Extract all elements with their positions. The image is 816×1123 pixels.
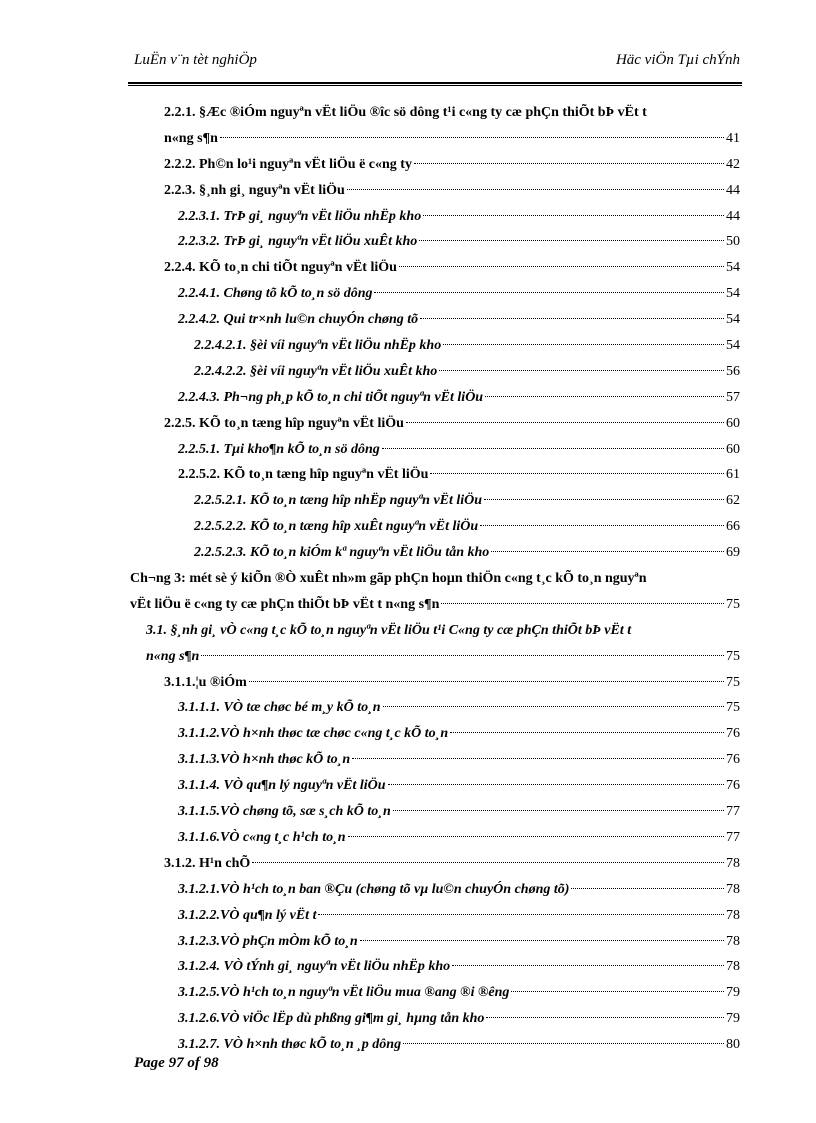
- dot-leader: [486, 1017, 724, 1018]
- toc-entry[interactable]: [130, 851, 740, 877]
- dot-leader: [414, 163, 724, 164]
- toc-entry[interactable]: [130, 670, 740, 696]
- dot-leader: [252, 862, 724, 863]
- header-institution: Häc viÖn Tµi chÝnh: [615, 52, 740, 68]
- toc-entry-title: 3.1.2.4. VÒ tÝnh gi¸ nguyªn vËt liÖu nhËp kho: [178, 959, 451, 975]
- toc-entry-title: 2.2.5.2.3. KÕ to¸n kiÓm kª nguyªn vËt liÖu tån kho: [194, 545, 490, 561]
- dot-leader: [485, 396, 724, 397]
- dot-leader: [491, 551, 724, 552]
- toc-entry[interactable]: [130, 877, 740, 903]
- toc-entry-title: 3.1.2.1.VÒ h¹ch to¸n ban ®Çu (chøng tõ vµ lu©n chuyÓn chøng tõ): [178, 881, 570, 897]
- table-of-contents: [130, 100, 740, 1058]
- toc-entry-title: 3.1.1.2.VÒ h×nh thøc tæ chøc c«ng t¸c kÕ to¸n: [178, 726, 449, 742]
- dot-leader: [430, 473, 724, 474]
- toc-entry-title: 2.2.3.1. TrÞ gi¸ nguyªn vËt liÖu nhËp kho: [178, 208, 422, 224]
- toc-entry[interactable]: [130, 799, 740, 825]
- toc-entry-title: 3.1.1.5.VÒ chøng tõ, sæ s¸ch kÕ to¸n: [178, 804, 391, 820]
- toc-page-number: 77: [726, 829, 740, 845]
- header-thesis-title: LuËn v¨n tèt nghiÖp: [134, 52, 257, 68]
- toc-page-number: 56: [726, 363, 740, 379]
- toc-entry[interactable]: [130, 721, 740, 747]
- dot-leader: [399, 266, 724, 267]
- toc-entry[interactable]: [130, 281, 740, 307]
- dot-leader: [348, 836, 724, 837]
- toc-entry[interactable]: [130, 178, 740, 204]
- toc-page-number: 54: [726, 338, 740, 354]
- toc-entry-title: 2.2.4.1. Chøng tõ kÕ to¸n sö dông: [178, 286, 373, 302]
- toc-entry-title: 2.2.5.1. Tµi kho¶n kÕ to¸n sö dông: [178, 441, 380, 457]
- toc-page-number: 78: [726, 855, 740, 871]
- toc-entry[interactable]: [130, 437, 740, 463]
- toc-entry[interactable]: [130, 773, 740, 799]
- header-rule: [128, 82, 742, 84]
- toc-page-number: 66: [726, 519, 740, 535]
- dot-leader: [423, 215, 724, 216]
- toc-entry[interactable]: [130, 1006, 740, 1032]
- toc-page-number: 54: [726, 312, 740, 328]
- toc-page-number: 60: [726, 415, 740, 431]
- toc-entry[interactable]: [130, 929, 740, 955]
- toc-entry[interactable]: [130, 1032, 740, 1058]
- toc-page-number: 60: [726, 441, 740, 457]
- toc-entry[interactable]: [130, 954, 740, 980]
- dot-leader: [318, 914, 724, 915]
- toc-entry-title: 3.1.2.3.VÒ phÇn mÒm kÕ to¸n: [178, 933, 358, 949]
- toc-page-number: 75: [726, 596, 740, 612]
- toc-page-number: 76: [726, 726, 740, 742]
- dot-leader: [443, 344, 724, 345]
- toc-entry-title: Ch¬ng 3: mét sè ý kiÕn ®Ò xuÊt nh»m gãp phÇn hoµn thiÖn c«ng t¸c kÕ to¸n nguyªn: [130, 571, 647, 587]
- dot-leader: [480, 525, 724, 526]
- dot-leader: [347, 189, 724, 190]
- dot-leader: [406, 422, 724, 423]
- toc-entry-title: 3.1.1.3.VÒ h×nh thøc kÕ to¸n: [178, 752, 351, 768]
- toc-entry[interactable]: [130, 126, 740, 152]
- toc-page-number: 42: [726, 156, 740, 172]
- toc-entry[interactable]: [130, 488, 740, 514]
- dot-leader: [201, 655, 724, 656]
- toc-entry-title: 3.1. §¸nh gi¸ vÒ c«ng t¸c kÕ to¸n nguyªn vËt liÖu t¹i C«ng ty cæ phÇn thiÕt bÞ vËt t: [146, 622, 632, 638]
- toc-entry[interactable]: [130, 385, 740, 411]
- toc-entry[interactable]: [130, 229, 740, 255]
- toc-entry-title: 2.2.5.2. KÕ to¸n tæng hîp nguyªn vËt liÖu: [178, 467, 429, 483]
- toc-entry-title: 3.1.1.1. VÒ tæ chøc bé m¸y kÕ to¸n: [178, 700, 381, 716]
- toc-entry-title: 2.2.2. Ph©n lo¹i nguyªn vËt liÖu ë c«ng ty: [164, 156, 412, 172]
- toc-entry-title: 2.2.4.2.1. §èi víi nguyªn vËt liÖu nhËp kho: [194, 338, 442, 354]
- toc-entry-title: 2.2.3.2. TrÞ gi¸ nguyªn vËt liÖu xuÊt kho: [178, 234, 418, 250]
- toc-page-number: 57: [726, 389, 740, 405]
- dot-leader: [420, 318, 724, 319]
- toc-page-number: 79: [726, 1011, 740, 1027]
- toc-page-number: 75: [726, 648, 740, 664]
- toc-page-number: 78: [726, 933, 740, 949]
- toc-entry[interactable]: [130, 100, 740, 126]
- dot-leader: [388, 784, 724, 785]
- toc-page-number: 76: [726, 752, 740, 768]
- toc-page-number: 78: [726, 881, 740, 897]
- toc-entry[interactable]: [130, 204, 740, 230]
- toc-entry-title: 2.2.5. KÕ to¸n tæng hîp nguyªn vËt liÖu: [164, 415, 404, 431]
- toc-entry-title: 2.2.4.3. Ph¬ng ph¸p kÕ to¸n chi tiÕt nguyªn vËt liÖu: [178, 389, 484, 405]
- toc-entry-title: 3.1.1.6.VÒ c«ng t¸c h¹ch to¸n: [178, 829, 346, 845]
- toc-entry-title: 2.2.3. §¸nh gi¸ nguyªn vËt liÖu: [164, 182, 345, 198]
- toc-page-number: 76: [726, 778, 740, 794]
- toc-page-number: 78: [726, 959, 740, 975]
- toc-entry-title: 3.1.2.7. VÒ h×nh thøc kÕ to¸n ¸p dông: [178, 1037, 402, 1053]
- dot-leader: [403, 1043, 724, 1044]
- toc-entry-title: 3.1.1.4. VÒ qu¶n lý nguyªn vËt liÖu: [178, 778, 386, 794]
- toc-entry-title: 2.2.5.2.2. KÕ to¸n tæng hîp xuÊt nguyªn vËt liÖu: [194, 519, 479, 535]
- dot-leader: [511, 991, 724, 992]
- toc-entry[interactable]: [130, 540, 740, 566]
- dot-leader: [360, 940, 724, 941]
- toc-entry[interactable]: [130, 644, 740, 670]
- dot-leader: [249, 681, 724, 682]
- dot-leader: [352, 758, 724, 759]
- dot-leader: [439, 370, 724, 371]
- toc-entry-title: 3.1.1.¦u ®iÓm: [164, 674, 247, 690]
- toc-entry[interactable]: [130, 903, 740, 929]
- dot-leader: [393, 810, 724, 811]
- toc-entry[interactable]: [130, 825, 740, 851]
- dot-leader: [374, 292, 724, 293]
- toc-entry[interactable]: [130, 462, 740, 488]
- dot-leader: [450, 732, 724, 733]
- toc-entry-title: n«ng s¶n: [164, 130, 218, 146]
- dot-leader: [383, 706, 724, 707]
- toc-page-number: 79: [726, 985, 740, 1001]
- toc-entry[interactable]: [130, 747, 740, 773]
- toc-page-number: 41: [726, 130, 740, 146]
- page-header: [134, 52, 740, 74]
- toc-entry-title: 3.1.2.5.VÒ h¹ch to¸n nguyªn vËt liÖu mua ®ang ®i ®êng: [178, 985, 510, 1001]
- toc-entry[interactable]: [130, 333, 740, 359]
- dot-leader: [441, 603, 724, 604]
- toc-entry-title: 3.1.2. H¹n chÕ: [164, 855, 251, 871]
- toc-entry[interactable]: [130, 359, 740, 385]
- toc-page-number: 54: [726, 260, 740, 276]
- toc-page-number: 69: [726, 545, 740, 561]
- toc-entry-title: 2.2.4.2.2. §èi víi nguyªn vËt liÖu xuÊt kho: [194, 363, 438, 379]
- toc-entry[interactable]: [130, 695, 740, 721]
- toc-entry-title: 2.2.4.2. Qui tr×nh lu©n chuyÓn chøng tõ: [178, 312, 419, 328]
- toc-entry[interactable]: [130, 514, 740, 540]
- toc-entry-title: 3.1.2.6.VÒ viÖc lËp dù phßng gi¶m gi¸ hµng tån kho: [178, 1011, 485, 1027]
- dot-leader: [452, 965, 724, 966]
- toc-page-number: 44: [726, 182, 740, 198]
- toc-entry-title: 2.2.5.2.1. KÕ to¸n tæng hîp nhËp nguyªn vËt liÖu: [194, 493, 483, 509]
- toc-entry[interactable]: [130, 255, 740, 281]
- toc-page-number: 50: [726, 234, 740, 250]
- toc-entry[interactable]: [130, 980, 740, 1006]
- dot-leader: [571, 888, 724, 889]
- toc-page-number: 77: [726, 804, 740, 820]
- dot-leader: [484, 499, 724, 500]
- toc-entry-title: vËt liÖu ë c«ng ty cæ phÇn thiÕt bÞ vËt t n«ng s¶n: [130, 596, 440, 612]
- toc-entry-title: n«ng s¶n: [146, 648, 200, 664]
- toc-entry[interactable]: [130, 618, 740, 644]
- dot-leader: [220, 137, 724, 138]
- toc-page-number: 62: [726, 493, 740, 509]
- toc-page-number: 78: [726, 907, 740, 923]
- toc-entry[interactable]: [130, 411, 740, 437]
- toc-entry-title: 2.2.1. §Æc ®iÓm nguyªn vËt liÖu ®îc sö dông t¹i c«ng ty cæ phÇn thiÕt bÞ vËt t: [164, 105, 647, 120]
- toc-page-number: 61: [726, 467, 740, 483]
- page-footer: Page 97 of 98: [134, 1055, 219, 1071]
- header-rule-thin: [128, 85, 742, 86]
- toc-page-number: 44: [726, 208, 740, 224]
- toc-entry[interactable]: [130, 152, 740, 178]
- toc-entry[interactable]: [130, 307, 740, 333]
- toc-entry-title: 2.2.4. KÕ to¸n chi tiÕt nguyªn vËt liÖu: [164, 260, 397, 276]
- toc-entry-title: 3.1.2.2.VÒ qu¶n lý vËt t: [178, 907, 317, 923]
- dot-leader: [419, 240, 724, 241]
- toc-entry[interactable]: [130, 566, 740, 592]
- toc-entry[interactable]: [130, 592, 740, 618]
- toc-page-number: 80: [726, 1037, 740, 1053]
- toc-page-number: 75: [726, 700, 740, 716]
- dot-leader: [382, 448, 724, 449]
- toc-page-number: 75: [726, 674, 740, 690]
- toc-page-number: 54: [726, 286, 740, 302]
